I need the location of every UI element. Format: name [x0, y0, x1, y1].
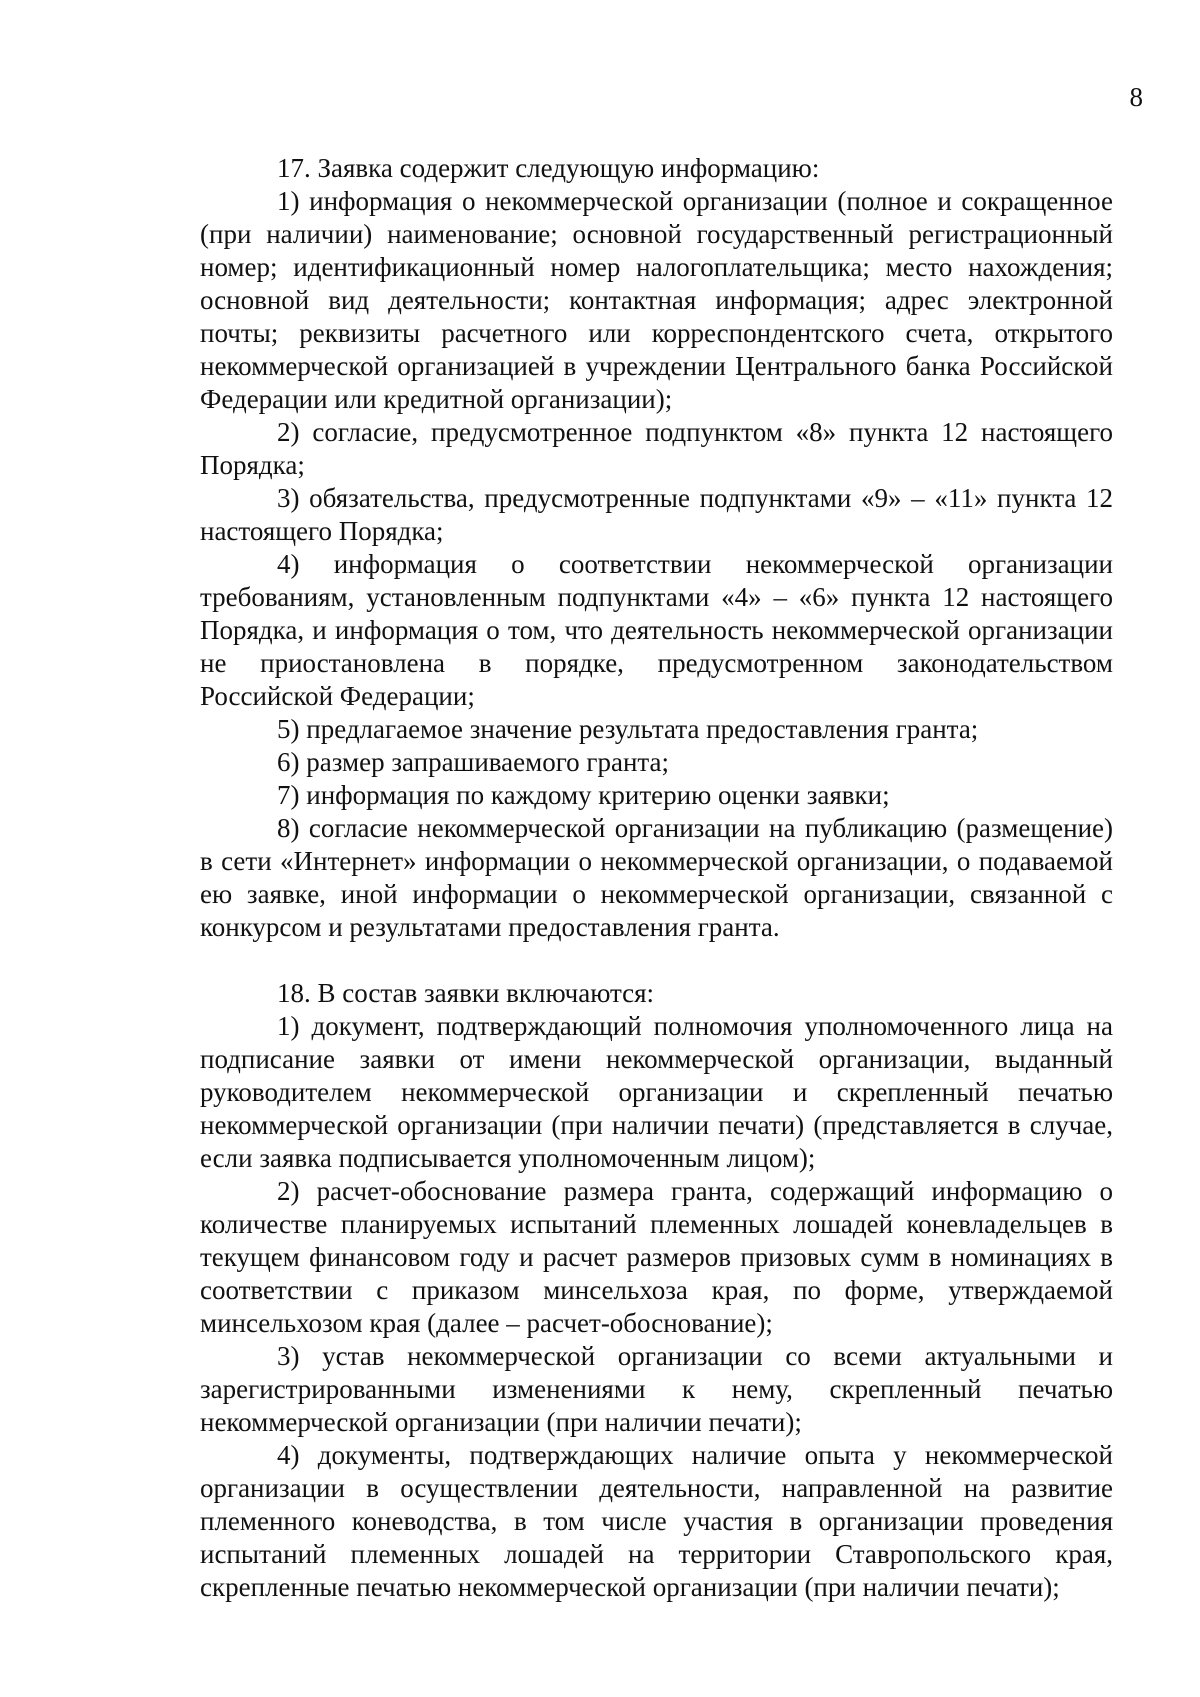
list-item: 7) информация по каждому критерию оценки заявки; [277, 780, 890, 810]
section-17 [200, 152, 1113, 944]
list-item: 1) документ, подтверждающий полномочия уполномоченного лица на подписание заявки от имени некоммерческой организации, выданный руководителем некоммерческой организации и скрепленный печатью некоммерческой организации (при наличии печати) (представляется в случае, если заявка подписывается уполномоченным лицом); [200, 1011, 1113, 1173]
list-item: 4) документы, подтверждающих наличие опыта у некоммерческой организации в осуществлении деятельности, направленной на развитие племенного коневодства, в том числе участия в организации проведения испытаний племенных лошадей на территории Ставропольского края, скрепленные печатью некоммерческой организации (при наличии печати); [200, 1440, 1113, 1602]
list-item: 3) устав некоммерческой организации со всеми актуальными и зарегистрированными изменениями к нему, скрепленный печатью некоммерческой организации (при наличии печати); [200, 1341, 1113, 1437]
section-heading: 17. Заявка содержит следующую информацию: [277, 153, 820, 183]
list-item: 2) согласие, предусмотренное подпунктом «8» пункта 12 настоящего Порядка; [200, 417, 1113, 480]
section-heading: 18. В состав заявки включаются: [277, 978, 655, 1008]
list-item: 3) обязательства, предусмотренные подпунктами «9» – «11» пункта 12 настоящего Порядка; [200, 483, 1113, 546]
document-body [200, 152, 1113, 1604]
list-item: 6) размер запрашиваемого гранта; [277, 747, 670, 777]
list-item: 1) информация о некоммерческой организации (полное и сокращенное (при наличии) наименование; основной государственный регистрационный номер; идентификационный номер налогоплательщика; место нахождения; основной вид деятельности; контактная информация; адрес электронной почты; реквизиты расчетного или корреспондентского счета, открытого некоммерческой организацией в учреждении Центрального банка Российской Федерации или кредитной организации); [200, 186, 1113, 414]
section-18 [200, 977, 1113, 1604]
list-item: 4) информация о соответствии некоммерческой организации требованиям, установленным подпунктами «4» – «6» пункта 12 настоящего Порядка, и информация о том, что деятельность некоммерческой организации не приостановлена в порядке, предусмотренном законодательством Российской Федерации; [200, 549, 1113, 711]
list-item: 5) предлагаемое значение результата предоставления гранта; [277, 714, 979, 744]
page-number: 8 [1129, 82, 1143, 112]
list-item: 2) расчет-обоснование размера гранта, содержащий информацию о количестве планируемых испытаний племенных лошадей коневладельцев в текущем финансовом году и расчет размеров призовых сумм в номинациях в соответствии с приказом минсельхоза края, по форме, утверждаемой минсельхозом края (далее – расчет-обоснование); [200, 1176, 1113, 1338]
list-item: 8) согласие некоммерческой организации на публикацию (размещение) в сети «Интернет» информации о некоммерческой организации, о подаваемой ею заявке, иной информации о некоммерческой организации, связанной с конкурсом и результатами предоставления гранта. [200, 813, 1113, 942]
